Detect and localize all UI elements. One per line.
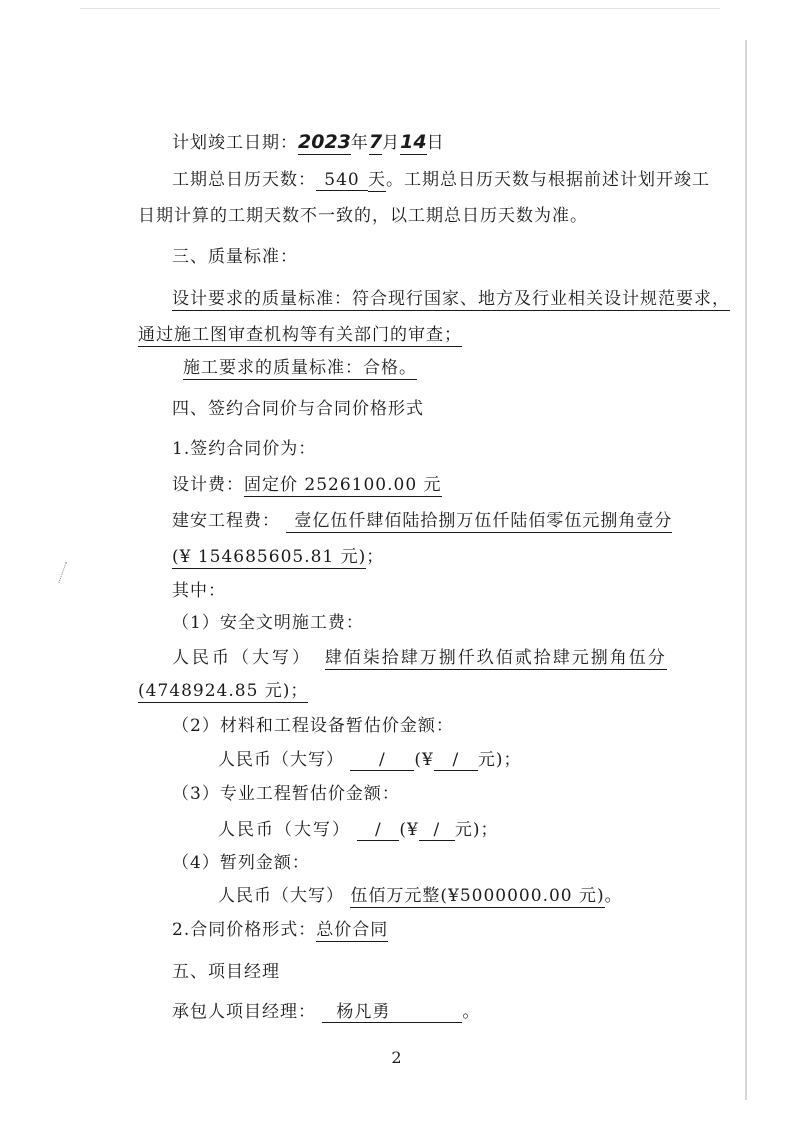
professional-rmb-label: 人民币（大写） — [218, 820, 351, 840]
contract-price-item-1 — [172, 434, 316, 459]
build-fee-upper: 壹亿伍仟肆佰陆拾捌万伍仟陆佰零伍元捌角壹分 — [286, 511, 672, 533]
materials-paren-open: (¥ — [414, 750, 434, 770]
design-quality-text-2: 通过施工图审查机构等有关部门的审查； — [138, 325, 462, 345]
completion-day-unit: 日 — [426, 133, 445, 153]
materials-paren-close: 元)； — [477, 750, 522, 770]
duration-days: 540 — [316, 170, 368, 191]
section-4-heading-text: 四、签约合同价与合同价格形式 — [172, 399, 424, 419]
design-quality-text-1: 设计要求的质量标准：符合现行国家、地方及行业相关设计规范要求， — [172, 289, 730, 309]
scan-edge-top — [80, 8, 720, 9]
construction-quality-text: 施工要求的质量标准：合格。 — [183, 358, 417, 378]
materials-number: / — [434, 750, 478, 771]
among-line — [172, 576, 226, 601]
project-manager-line — [172, 997, 480, 1023]
duration-note-line-2 — [138, 201, 588, 226]
completion-day: 14 — [400, 131, 427, 153]
materials-line — [218, 745, 522, 771]
duration-note-1: 。工期总日历天数与根据前述计划开竣工 — [386, 170, 710, 190]
materials-heading — [172, 711, 454, 736]
construction-quality-line — [183, 353, 417, 378]
provisional-label: （4）暂列金额： — [172, 853, 310, 873]
design-quality-line-2 — [138, 320, 462, 345]
safety-fee-heading — [172, 608, 364, 633]
safety-fee-rmb-label: 人民币（大写） — [172, 648, 312, 668]
completion-month: 7 — [368, 131, 383, 153]
materials-rmb-label: 人民币（大写） — [218, 750, 344, 770]
section-4-heading — [172, 394, 424, 419]
completion-year: 2023 — [298, 131, 351, 153]
scan-mark — [58, 562, 70, 584]
provisional-value: 伍佰万元整(¥5000000.00 元) — [350, 886, 605, 906]
professional-value: / — [357, 820, 399, 841]
duration-label: 工期总日历天数： — [172, 170, 316, 190]
professional-line — [218, 815, 499, 841]
price-form-line — [172, 915, 388, 940]
section-3-heading — [172, 242, 298, 267]
project-manager-label: 承包人项目经理： — [172, 1002, 316, 1022]
duration-note-2: 日期计算的工期天数不一致的，以工期总日历天数为准。 — [138, 206, 588, 226]
scan-edge-right — [745, 40, 747, 1100]
duration-unit: 天 — [368, 170, 386, 190]
completion-date-label: 计划竣工日期： — [172, 133, 298, 153]
build-fee-line — [172, 506, 672, 531]
professional-label: （3）专业工程暂估价金额： — [172, 784, 400, 804]
safety-fee-number-line — [138, 676, 308, 701]
completion-date-line — [172, 128, 445, 153]
project-manager-tail: 。 — [462, 1002, 481, 1022]
professional-heading — [172, 779, 400, 804]
design-fee-value: 固定价 2526100.00 元 — [244, 475, 442, 495]
design-fee-line — [172, 470, 442, 495]
design-fee-label: 设计费： — [172, 475, 244, 495]
safety-fee-upper: 肆佰柒拾肆万捌仟玖佰贰拾肆元捌角伍分 — [324, 648, 667, 668]
project-manager-name: 杨凡勇 — [322, 997, 462, 1023]
section-5-heading — [172, 957, 280, 982]
safety-fee-line — [172, 643, 667, 668]
among-text: 其中： — [172, 581, 226, 601]
professional-number: / — [419, 820, 455, 841]
duration-line — [172, 165, 710, 191]
page-number: 2 — [391, 1048, 402, 1067]
section-5-heading-text: 五、项目经理 — [172, 962, 280, 982]
section-3-heading-text: 三、质量标准： — [172, 247, 298, 267]
safety-fee-number: (4748924.85 元)； — [138, 681, 309, 701]
provisional-tail: 。 — [604, 886, 623, 906]
provisional-line — [218, 881, 623, 906]
completion-year-unit: 年 — [350, 133, 369, 153]
price-form-label: 2.合同价格形式： — [172, 920, 317, 940]
provisional-rmb-label: 人民币（大写） — [218, 886, 344, 906]
safety-fee-label: （1）安全文明施工费： — [172, 613, 364, 633]
professional-paren-open: (¥ — [399, 820, 419, 840]
build-fee-number-line — [172, 542, 384, 567]
build-fee-label: 建安工程费： — [172, 511, 280, 531]
price-form-value: 总价合同 — [316, 920, 389, 940]
build-fee-tail: ； — [366, 547, 385, 567]
contract-price-item-1-text: 1.签约合同价为： — [172, 439, 317, 459]
professional-paren-close: 元)； — [454, 820, 499, 840]
provisional-heading — [172, 848, 310, 873]
build-fee-number: (¥ 154685605.81 元) — [172, 547, 367, 567]
materials-label: （2）材料和工程设备暂估价金额： — [172, 716, 454, 736]
design-quality-line-1 — [172, 284, 730, 309]
completion-month-unit: 月 — [382, 133, 401, 153]
materials-value: / — [350, 750, 414, 771]
